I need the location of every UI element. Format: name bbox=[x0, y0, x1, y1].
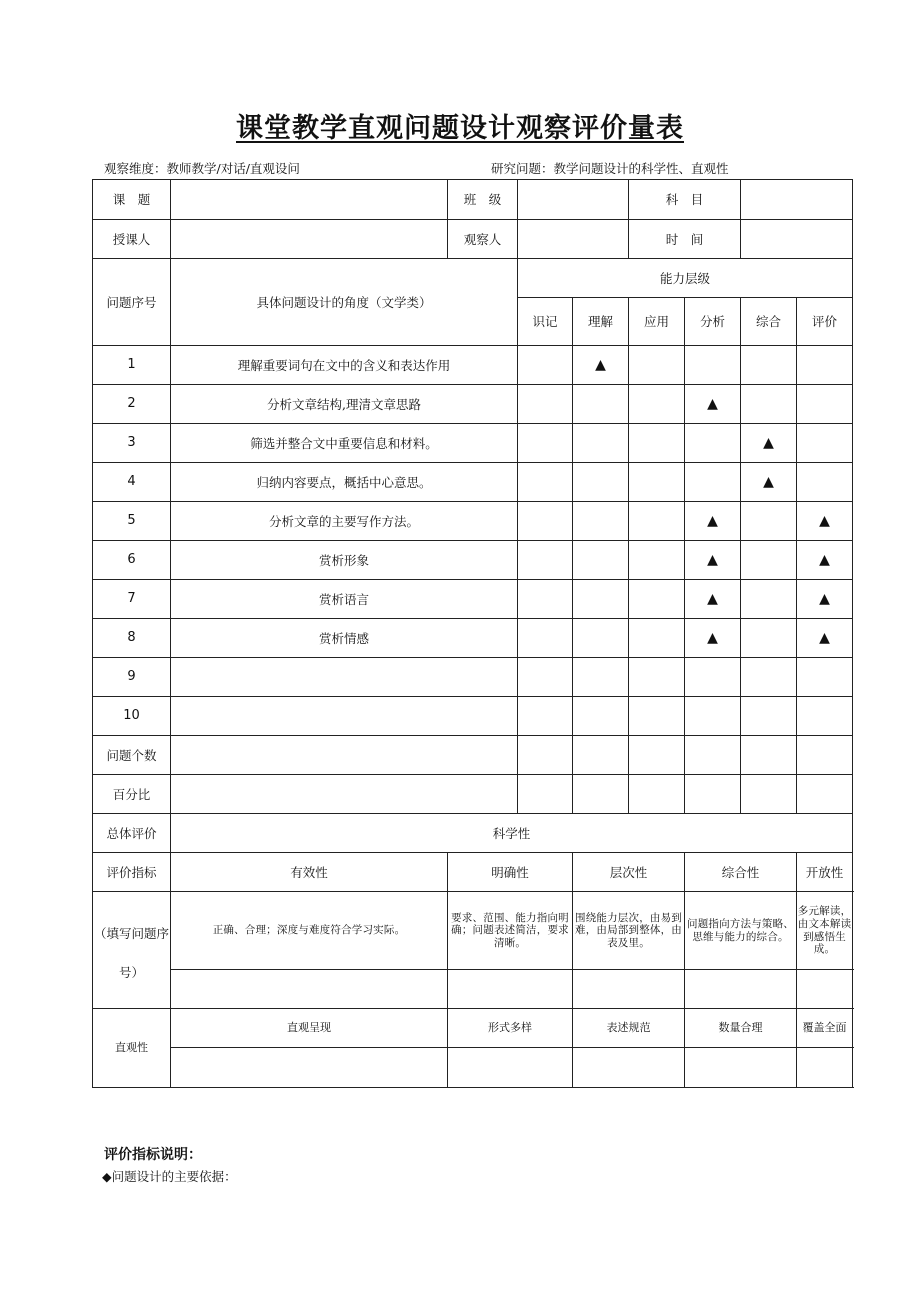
subject-field[interactable] bbox=[741, 180, 853, 220]
indicator-fill-cell[interactable] bbox=[797, 970, 853, 1009]
question-count-cell[interactable] bbox=[741, 736, 797, 775]
ability-cell[interactable] bbox=[797, 619, 853, 658]
ability-cell[interactable] bbox=[741, 619, 797, 658]
indicator-desc-row bbox=[93, 892, 853, 970]
ability-cell[interactable] bbox=[741, 424, 797, 463]
percentage-cell[interactable] bbox=[518, 775, 573, 814]
observer-label: 观察人 bbox=[448, 220, 518, 259]
question-row bbox=[93, 580, 853, 619]
question-row bbox=[93, 502, 853, 541]
ability-cell[interactable] bbox=[741, 541, 797, 580]
intuitive-row bbox=[93, 1009, 853, 1048]
observation-dimension: 观察维度：教师教学/对话/直观设问 bbox=[104, 161, 300, 176]
question-count-cell[interactable] bbox=[573, 736, 629, 775]
percentage-cell[interactable] bbox=[741, 775, 797, 814]
question-number: 4 bbox=[93, 463, 171, 502]
question-no-header: 问题序号 bbox=[93, 259, 171, 346]
level-header: 应用 bbox=[629, 298, 685, 346]
intuitive-fill-cell[interactable] bbox=[685, 1048, 797, 1088]
evaluation-table bbox=[92, 179, 853, 1088]
percentage-cell[interactable] bbox=[797, 775, 853, 814]
ability-cell[interactable] bbox=[741, 697, 797, 736]
indicator-fill-cell[interactable] bbox=[685, 970, 797, 1009]
ability-cell[interactable] bbox=[797, 346, 853, 385]
overall-label: 总体评价 bbox=[93, 814, 171, 853]
intuitive-fill-cell[interactable] bbox=[171, 1048, 448, 1088]
intuitive-item: 形式多样 bbox=[448, 1009, 573, 1048]
question-count-cell[interactable] bbox=[629, 736, 685, 775]
intuitive-fill-row bbox=[93, 1048, 853, 1088]
indicator-name: 明确性 bbox=[448, 853, 573, 892]
ability-cell[interactable] bbox=[741, 580, 797, 619]
level-marker-icon: ▲ bbox=[707, 551, 718, 568]
ability-cell[interactable] bbox=[629, 346, 685, 385]
question-row bbox=[93, 619, 853, 658]
question-row bbox=[93, 346, 853, 385]
question-angle: 理解重要词句在文中的含义和表达作用 bbox=[171, 346, 518, 385]
ability-cell[interactable] bbox=[629, 658, 685, 697]
ability-cell[interactable] bbox=[573, 580, 629, 619]
teacher-label: 授课人 bbox=[93, 220, 171, 259]
ability-cell[interactable] bbox=[573, 346, 629, 385]
ability-cell[interactable] bbox=[797, 541, 853, 580]
design-basis-note: ◆问题设计的主要依据： bbox=[102, 1169, 237, 1184]
ability-cell[interactable] bbox=[629, 697, 685, 736]
ability-cell[interactable] bbox=[797, 697, 853, 736]
question-angle: 赏析语言 bbox=[171, 580, 518, 619]
ability-cell[interactable] bbox=[518, 502, 573, 541]
ability-cell[interactable] bbox=[797, 580, 853, 619]
level-header: 分析 bbox=[685, 298, 741, 346]
page-title: 课堂教学直观问题设计观察评价量表 bbox=[236, 113, 684, 144]
question-count-cell[interactable] bbox=[685, 736, 741, 775]
ability-cell[interactable] bbox=[629, 580, 685, 619]
class-field[interactable] bbox=[518, 180, 629, 220]
ability-cell[interactable] bbox=[518, 463, 573, 502]
ability-cell[interactable] bbox=[573, 385, 629, 424]
ability-cell[interactable] bbox=[797, 385, 853, 424]
level-marker-icon: ▲ bbox=[707, 590, 718, 607]
question-count-label: 问题个数 bbox=[93, 736, 171, 775]
indicator-name: 综合性 bbox=[685, 853, 797, 892]
indicator-description: 多元解读，由文本解读到感悟生成。 bbox=[797, 892, 853, 970]
question-number: 2 bbox=[93, 385, 171, 424]
ability-cell[interactable] bbox=[797, 502, 853, 541]
level-header: 识记 bbox=[518, 298, 573, 346]
question-row bbox=[93, 463, 853, 502]
question-number: 10 bbox=[93, 697, 171, 736]
question-angle: 归纳内容要点，概括中心意思。 bbox=[171, 463, 518, 502]
question-number: 7 bbox=[93, 580, 171, 619]
question-number: 3 bbox=[93, 424, 171, 463]
indicator-description: 要求、范围、能力指向明确；问题表述简洁，要求清晰。 bbox=[448, 892, 573, 970]
question-angle bbox=[171, 697, 518, 736]
level-marker-icon: ▲ bbox=[763, 434, 774, 451]
intuitive-item: 表述规范 bbox=[573, 1009, 685, 1048]
ability-cell[interactable] bbox=[741, 502, 797, 541]
question-count-field[interactable] bbox=[171, 736, 518, 775]
question-angle: 筛选并整合文中重要信息和材料。 bbox=[171, 424, 518, 463]
ability-cell[interactable] bbox=[741, 385, 797, 424]
ability-cell[interactable] bbox=[573, 619, 629, 658]
level-header: 综合 bbox=[741, 298, 797, 346]
indicator-name: 层次性 bbox=[573, 853, 685, 892]
ability-cell[interactable] bbox=[573, 697, 629, 736]
level-marker-icon: ▲ bbox=[707, 395, 718, 412]
ability-cell[interactable] bbox=[629, 385, 685, 424]
level-header: 理解 bbox=[573, 298, 629, 346]
ability-cell[interactable] bbox=[629, 619, 685, 658]
indicator-fill-cell[interactable] bbox=[448, 970, 573, 1009]
ability-cell[interactable] bbox=[518, 541, 573, 580]
question-row bbox=[93, 541, 853, 580]
ability-cell[interactable] bbox=[629, 502, 685, 541]
indicator-description: 正确、合理；深度与难度符合学习实际。 bbox=[171, 892, 448, 970]
ability-cell[interactable] bbox=[741, 346, 797, 385]
question-count-cell[interactable] bbox=[518, 736, 573, 775]
ability-cell[interactable] bbox=[573, 658, 629, 697]
percentage-cell[interactable] bbox=[573, 775, 629, 814]
ability-cell[interactable] bbox=[797, 658, 853, 697]
ability-cell[interactable] bbox=[685, 619, 741, 658]
ability-cell[interactable] bbox=[518, 346, 573, 385]
ability-cell[interactable] bbox=[685, 658, 741, 697]
angle-header: 具体问题设计的角度（文学类） bbox=[171, 259, 518, 346]
indicator-label: 评价指标 bbox=[93, 853, 171, 892]
question-angle: 分析文章的主要写作方法。 bbox=[171, 502, 518, 541]
question-row bbox=[93, 658, 853, 697]
indicator-notes-heading: 评价指标说明： bbox=[104, 1147, 202, 1163]
question-angle: 分析文章结构,理清文章思路 bbox=[171, 385, 518, 424]
indicator-name: 开放性 bbox=[797, 853, 853, 892]
intuitive-item: 数量合理 bbox=[685, 1009, 797, 1048]
ability-cell[interactable] bbox=[573, 541, 629, 580]
question-angle bbox=[171, 658, 518, 697]
level-marker-icon: ▲ bbox=[819, 512, 830, 529]
question-number: 9 bbox=[93, 658, 171, 697]
ability-cell[interactable] bbox=[741, 463, 797, 502]
ability-cell[interactable] bbox=[797, 424, 853, 463]
level-marker-icon: ▲ bbox=[763, 473, 774, 490]
ability-cell[interactable] bbox=[518, 424, 573, 463]
ability-cell[interactable] bbox=[629, 463, 685, 502]
topic-label: 课 题 bbox=[93, 180, 171, 220]
indicator-description: 围绕能力层次，由易到难，由局部到整体，由表及里。 bbox=[573, 892, 685, 970]
percentage-field[interactable] bbox=[171, 775, 518, 814]
time-label: 时 间 bbox=[629, 220, 741, 259]
ability-cell[interactable] bbox=[741, 658, 797, 697]
question-number: 8 bbox=[93, 619, 171, 658]
question-number: 1 bbox=[93, 346, 171, 385]
percentage-cell[interactable] bbox=[629, 775, 685, 814]
ability-cell[interactable] bbox=[518, 385, 573, 424]
question-number: 6 bbox=[93, 541, 171, 580]
question-angle: 赏析情感 bbox=[171, 619, 518, 658]
intuitive-fill-cell[interactable] bbox=[573, 1048, 685, 1088]
overall-row bbox=[93, 814, 853, 853]
intuitive-label: 直观性 bbox=[93, 1009, 171, 1088]
intuitive-fill-cell[interactable] bbox=[448, 1048, 573, 1088]
intuitive-item: 直观呈现 bbox=[171, 1009, 448, 1048]
level-marker-icon: ▲ bbox=[707, 629, 718, 646]
fill-instruction: （填写问题序号） bbox=[93, 892, 171, 1009]
level-marker-icon: ▲ bbox=[707, 512, 718, 529]
level-marker-icon: ▲ bbox=[819, 629, 830, 646]
ability-cell[interactable] bbox=[685, 385, 741, 424]
indicator-description: 问题指向方法与策略、思维与能力的综合。 bbox=[685, 892, 797, 970]
ability-cell[interactable] bbox=[685, 580, 741, 619]
ability-cell[interactable] bbox=[573, 502, 629, 541]
science-label: 科学性 bbox=[171, 814, 853, 853]
ability-cell[interactable] bbox=[629, 541, 685, 580]
ability-cell[interactable] bbox=[685, 463, 741, 502]
ability-cell[interactable] bbox=[573, 463, 629, 502]
indicator-fill-cell[interactable] bbox=[573, 970, 685, 1009]
question-angle: 赏析形象 bbox=[171, 541, 518, 580]
intuitive-fill-cell[interactable] bbox=[797, 1048, 853, 1088]
ability-level-header: 能力层级 bbox=[518, 259, 853, 298]
ability-cell[interactable] bbox=[685, 697, 741, 736]
indicator-row bbox=[93, 853, 853, 892]
question-number: 5 bbox=[93, 502, 171, 541]
indicator-fill-cell[interactable] bbox=[171, 970, 448, 1009]
ability-cell[interactable] bbox=[685, 502, 741, 541]
level-marker-icon: ▲ bbox=[819, 590, 830, 607]
ability-cell[interactable] bbox=[797, 463, 853, 502]
question-row bbox=[93, 697, 853, 736]
ability-cell[interactable] bbox=[685, 541, 741, 580]
level-header: 评价 bbox=[797, 298, 853, 346]
class-label: 班 级 bbox=[448, 180, 518, 220]
ability-cell[interactable] bbox=[518, 580, 573, 619]
observer-field[interactable] bbox=[518, 220, 629, 259]
ability-cell[interactable] bbox=[629, 424, 685, 463]
subject-label: 科 目 bbox=[629, 180, 741, 220]
ability-cell[interactable] bbox=[518, 619, 573, 658]
percentage-cell[interactable] bbox=[685, 775, 741, 814]
indicator-name: 有效性 bbox=[171, 853, 448, 892]
topic-field[interactable] bbox=[171, 180, 448, 220]
ability-cell[interactable] bbox=[685, 346, 741, 385]
question-row bbox=[93, 424, 853, 463]
level-marker-icon: ▲ bbox=[819, 551, 830, 568]
teacher-field[interactable] bbox=[171, 220, 448, 259]
research-question: 研究问题：教学问题设计的科学性、直观性 bbox=[491, 161, 729, 176]
ability-cell[interactable] bbox=[685, 424, 741, 463]
level-marker-icon: ▲ bbox=[595, 356, 606, 373]
ability-cell[interactable] bbox=[518, 697, 573, 736]
question-count-row bbox=[93, 736, 853, 775]
indicator-fill-row bbox=[93, 970, 853, 1009]
ability-cell[interactable] bbox=[518, 658, 573, 697]
percentage-label: 百分比 bbox=[93, 775, 171, 814]
ability-cell[interactable] bbox=[573, 424, 629, 463]
intuitive-item: 覆盖全面 bbox=[797, 1009, 853, 1048]
question-count-cell[interactable] bbox=[797, 736, 853, 775]
question-row bbox=[93, 385, 853, 424]
percentage-row bbox=[93, 775, 853, 814]
time-field[interactable] bbox=[741, 220, 853, 259]
